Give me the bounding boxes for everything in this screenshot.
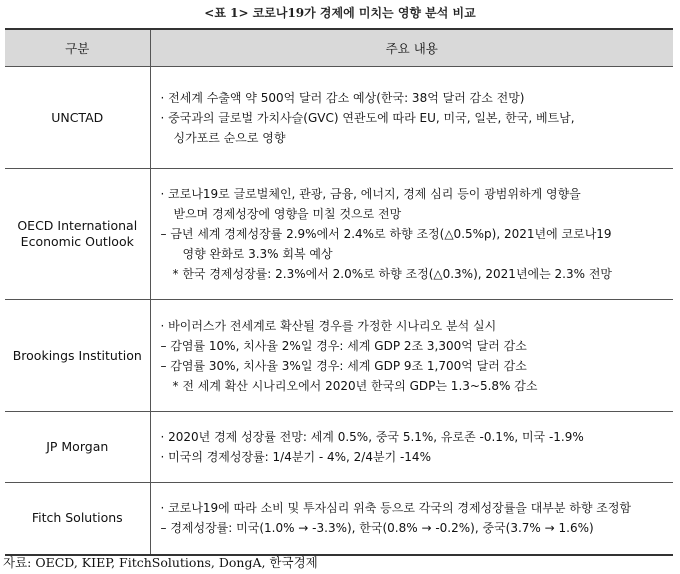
- row-label-jp-morgan: JP Morgan: [5, 412, 150, 483]
- content-line: 싱가포르 순으로 영향: [173, 130, 286, 145]
- row-label-oecd: [5, 169, 150, 300]
- row-label-fitch: Fitch Solutions: [5, 483, 150, 555]
- table-row: [5, 300, 673, 412]
- content-line: – 감염률 30%, 치사율 3%일 경우: 세계 GDP 9조 1,700억 달러 감소: [160, 358, 527, 373]
- row-label-unctad: UNCTAD: [5, 67, 150, 169]
- header-main-content: 주요 내용: [150, 29, 673, 67]
- content-line: · 미국의 경제성장률: 1/4분기 - 4%, 2/4분기 -14%: [160, 450, 431, 464]
- table-row: [5, 169, 673, 300]
- row-label-line: Economic Outlook: [20, 234, 134, 249]
- row-content-oecd: [150, 169, 673, 300]
- content-line: · 중국과의 글로벌 가치사슬(GVC) 연관도에 따라 EU, 미국, 일본, 한국, 베트남,: [160, 110, 575, 125]
- row-label-line: OECD International: [17, 218, 138, 233]
- content-line: – 경제성장률: 미국(1.0% → -3.3%), 한국(0.8% → -0.2%), 중국(3.7% → 1.6%): [160, 521, 594, 536]
- content-line: – 감염률 10%, 치사율 2%일 경우: 세계 GDP 2조 3,300억 달러 감소: [160, 338, 527, 353]
- content-line: · 코로나19로 글로벌체인, 관광, 금융, 에너지, 경제 심리 등이 광범위하게 영향을: [160, 187, 581, 201]
- content-line: · 전세계 수출액 약 500억 달러 감소 예상(한국: 38억 달러 감소 전망): [160, 90, 525, 105]
- row-content-unctad: [150, 67, 673, 169]
- table-header-row: [5, 29, 673, 67]
- row-content-jp-morgan: [150, 412, 673, 483]
- header-category: 구분: [5, 29, 150, 67]
- content-line: · 바이러스가 전세계로 확산될 경우를 가정한 시나리오 분석 실시: [160, 318, 497, 333]
- comparison-table: [5, 28, 673, 556]
- content-line: * 한국 경제성장률: 2.3%에서 2.0%로 하향 조정(△0.3%), 2021년에는 2.3% 전망: [172, 267, 613, 281]
- table-caption: <표 1> 코로나19가 경제에 미치는 영향 분석 비교: [204, 6, 476, 20]
- table-row: [5, 483, 673, 555]
- row-content-brookings: [150, 300, 673, 412]
- content-line: · 코로나19에 따라 소비 및 투자심리 위축 등으로 각국의 경제성장률을 대부분 하향 조정함: [160, 501, 632, 516]
- table-row: [5, 412, 673, 483]
- row-label-brookings: Brookings Institution: [5, 300, 150, 412]
- content-line: 받으며 경제성장에 영향을 미칠 것으로 전망: [173, 207, 402, 221]
- content-line: · 2020년 경제 성장률 전망: 세계 0.5%, 중국 5.1%, 유로존 -0.1%, 미국 -1.9%: [160, 430, 584, 444]
- source-note: 자료: OECD, KIEP, FitchSolutions, DongA, 한국경제: [3, 555, 318, 570]
- content-line: – 금년 세계 경제성장률 2.9%에서 2.4%로 하향 조정(△0.5%p), 2021년에 코로나19: [160, 227, 612, 241]
- table-row: [5, 67, 673, 169]
- content-line: * 전 세계 확산 시나리오에서 2020년 한국의 GDP는 1.3~5.8% 감소: [172, 378, 538, 393]
- content-line: 영향 완화로 3.3% 회복 예상: [182, 247, 333, 261]
- row-content-fitch: [150, 483, 673, 555]
